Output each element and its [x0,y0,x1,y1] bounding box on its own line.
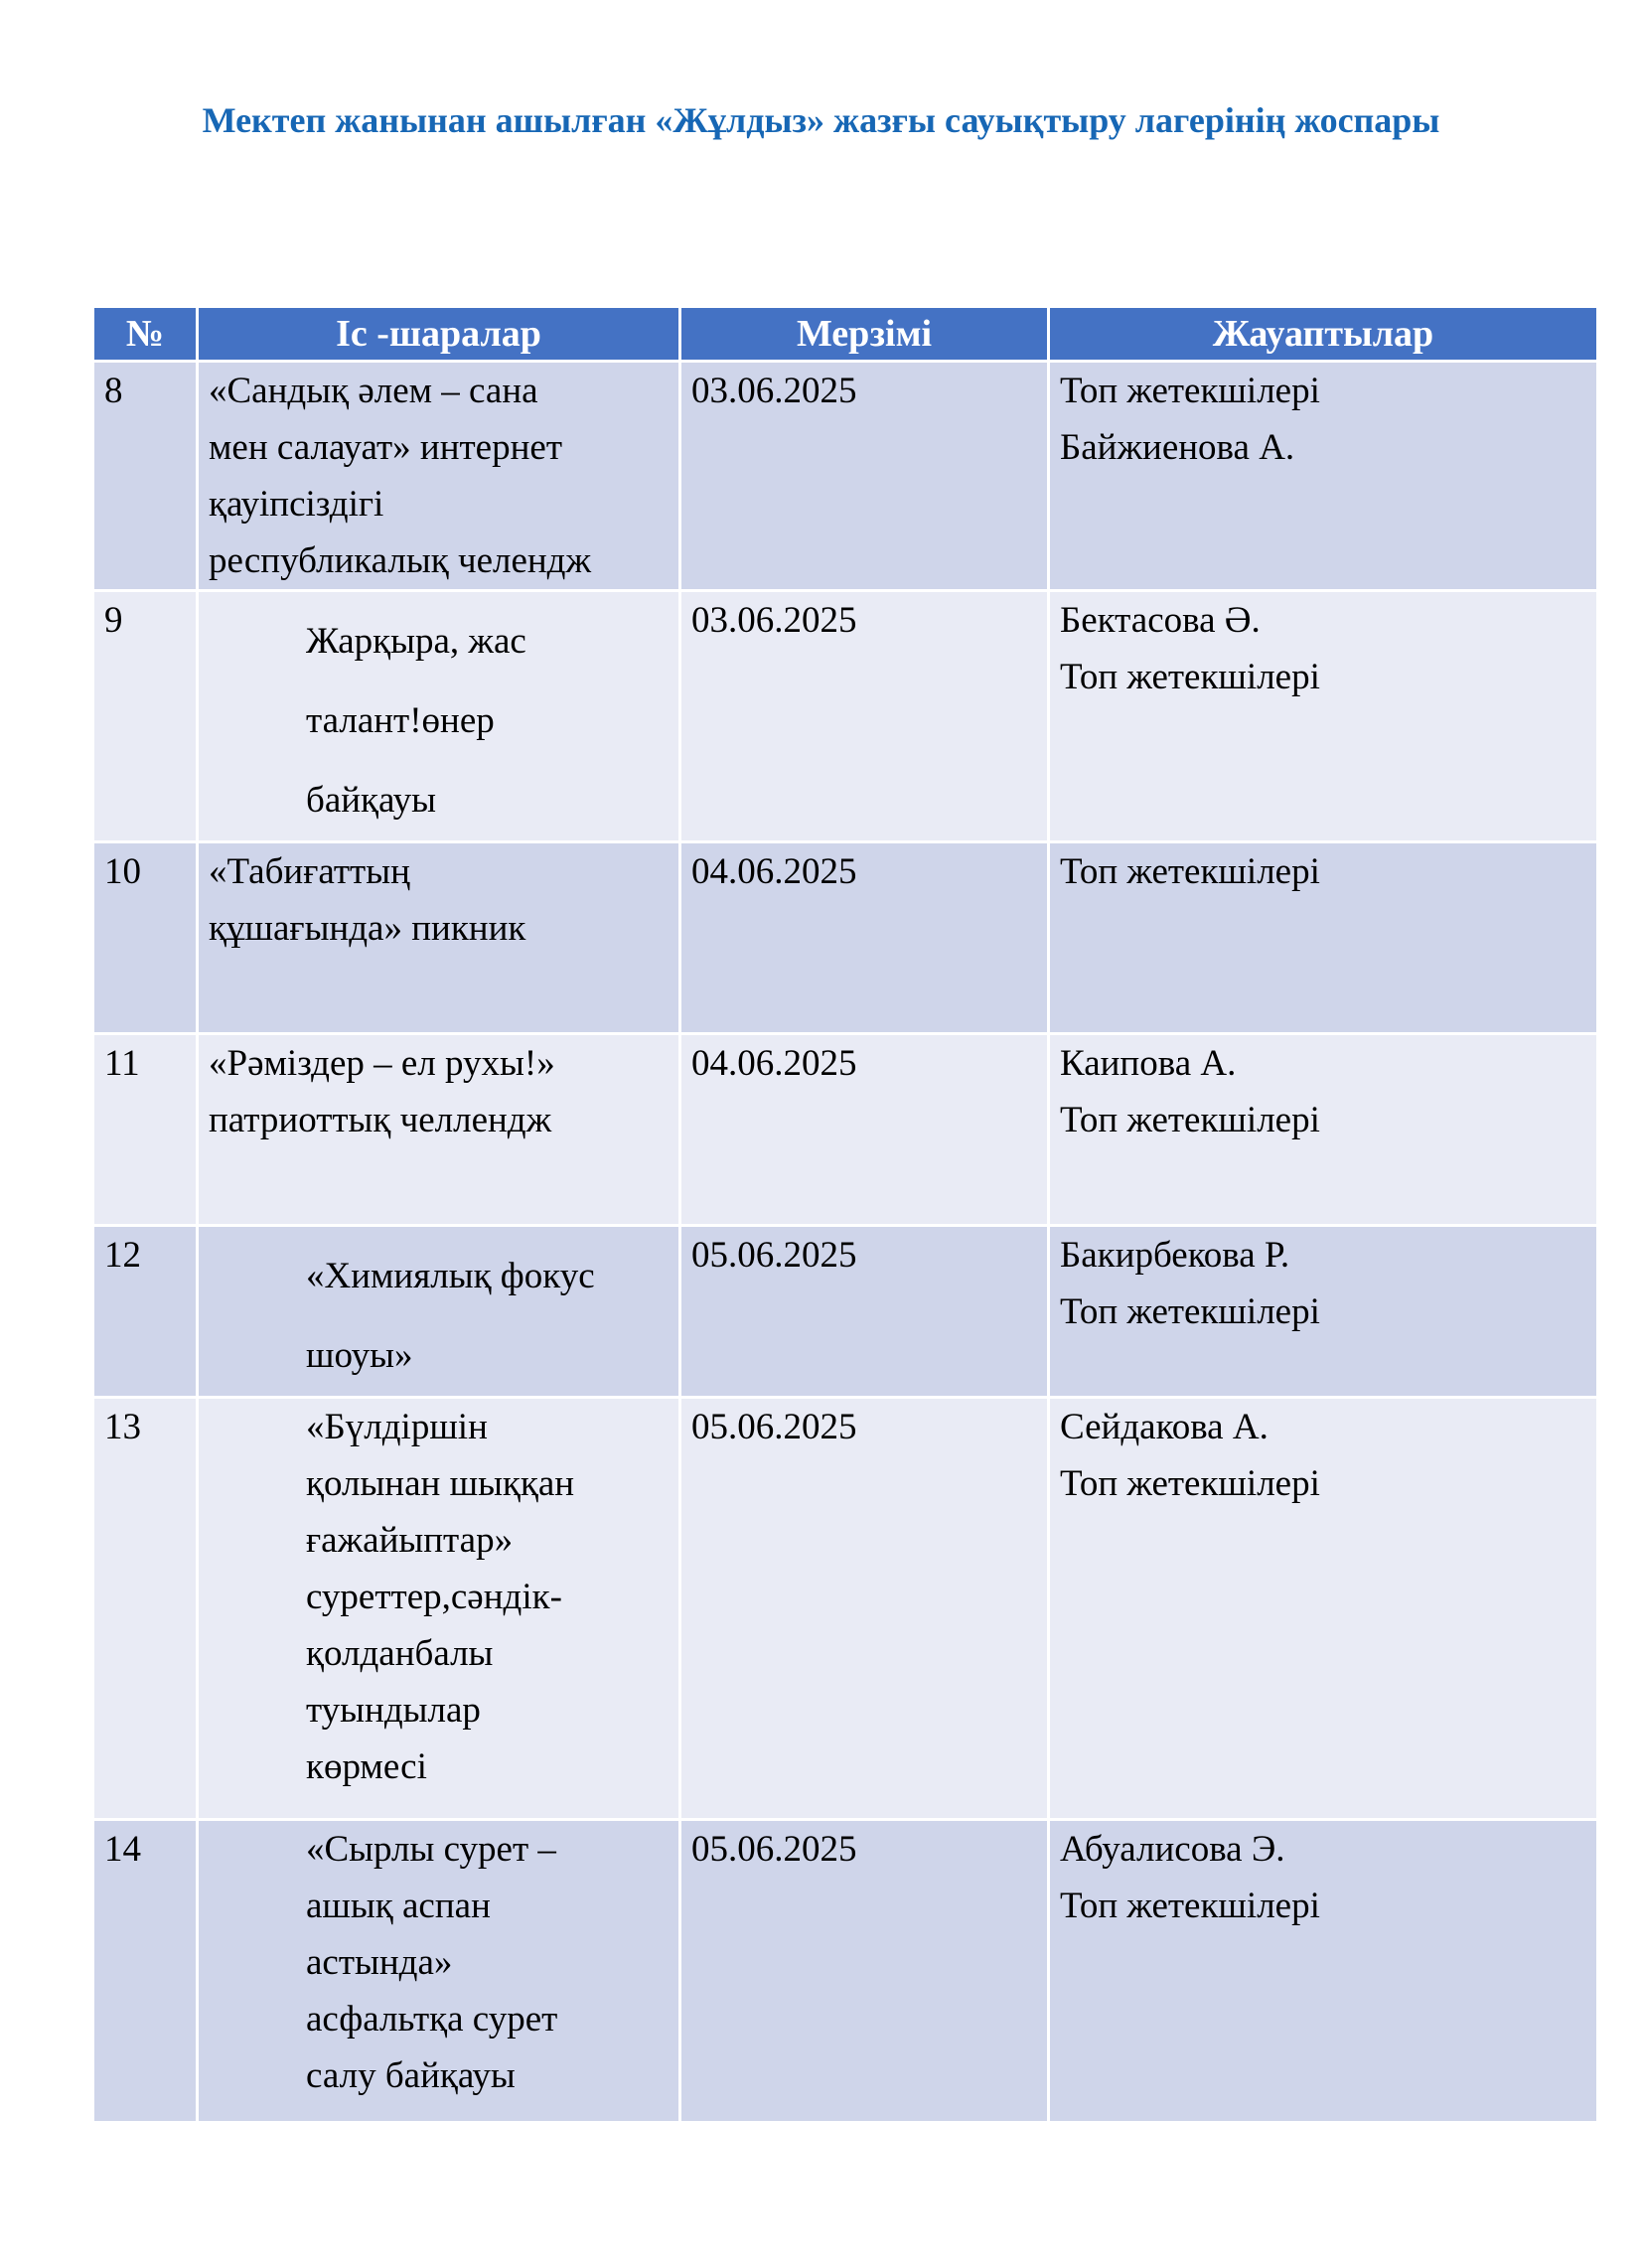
row-date: 03.06.2025 [680,591,1049,842]
table-row [93,1034,1598,1226]
row-date: 04.06.2025 [680,842,1049,1034]
page-title: Мектеп жанынан ашылған «Жұлдыз» жазғы сауықтыру лагерінің жоспары [202,100,1440,140]
table-row [93,1226,1598,1398]
camp-plan-table [91,305,1599,2124]
row-responsible: Каипова А. Топ жетекшілері [1049,1034,1598,1226]
row-number: 12 [93,1226,198,1398]
row-event: Жарқыра, жас талант!өнер байқауы [198,591,680,842]
table-row [93,1820,1598,2123]
header-number: № [93,307,198,362]
row-responsible: Абуалисова Э. Топ жетекшілері [1049,1820,1598,2123]
row-number: 8 [93,362,198,591]
row-event: «Табиғаттың құшағында» пикник [198,842,680,1034]
table-row [93,591,1598,842]
table-row [93,842,1598,1034]
header-event: Іс -шаралар [198,307,680,362]
row-date: 05.06.2025 [680,1820,1049,2123]
table-row [93,1398,1598,1820]
row-event: «Бүлдіршін қолынан шыққан ғажайыптар» суреттер,сәндік- қолданбалы туындылар көрмесі [198,1398,680,1820]
row-responsible: Сейдакова А. Топ жетекшілері [1049,1398,1598,1820]
row-event: «Химиялық фокус шоуы» [198,1226,680,1398]
row-number: 9 [93,591,198,842]
row-date: 04.06.2025 [680,1034,1049,1226]
row-event: «Сырлы сурет – ашық аспан астында» асфальтқа сурет салу байқауы [198,1820,680,2123]
row-date: 05.06.2025 [680,1398,1049,1820]
row-number: 13 [93,1398,198,1820]
header-date: Мерзімі [680,307,1049,362]
row-responsible: Топ жетекшілері Байжиенова А. [1049,362,1598,591]
table-row [93,362,1598,591]
table-header-row [93,307,1598,362]
row-number: 10 [93,842,198,1034]
row-responsible: Топ жетекшілері [1049,842,1598,1034]
row-event: «Сандық әлем – сана мен салауат» интернет қауіпсіздігі республикалық челендж [198,362,680,591]
row-responsible: Бакирбекова Р. Топ жетекшілері [1049,1226,1598,1398]
row-date: 03.06.2025 [680,362,1049,591]
row-number: 11 [93,1034,198,1226]
row-responsible: Бектасова Ә. Топ жетекшілері [1049,591,1598,842]
header-responsible: Жауаптылар [1049,307,1598,362]
row-event: «Рәміздер – ел рухы!» патриоттық челлендж [198,1034,680,1226]
row-date: 05.06.2025 [680,1226,1049,1398]
row-number: 14 [93,1820,198,2123]
